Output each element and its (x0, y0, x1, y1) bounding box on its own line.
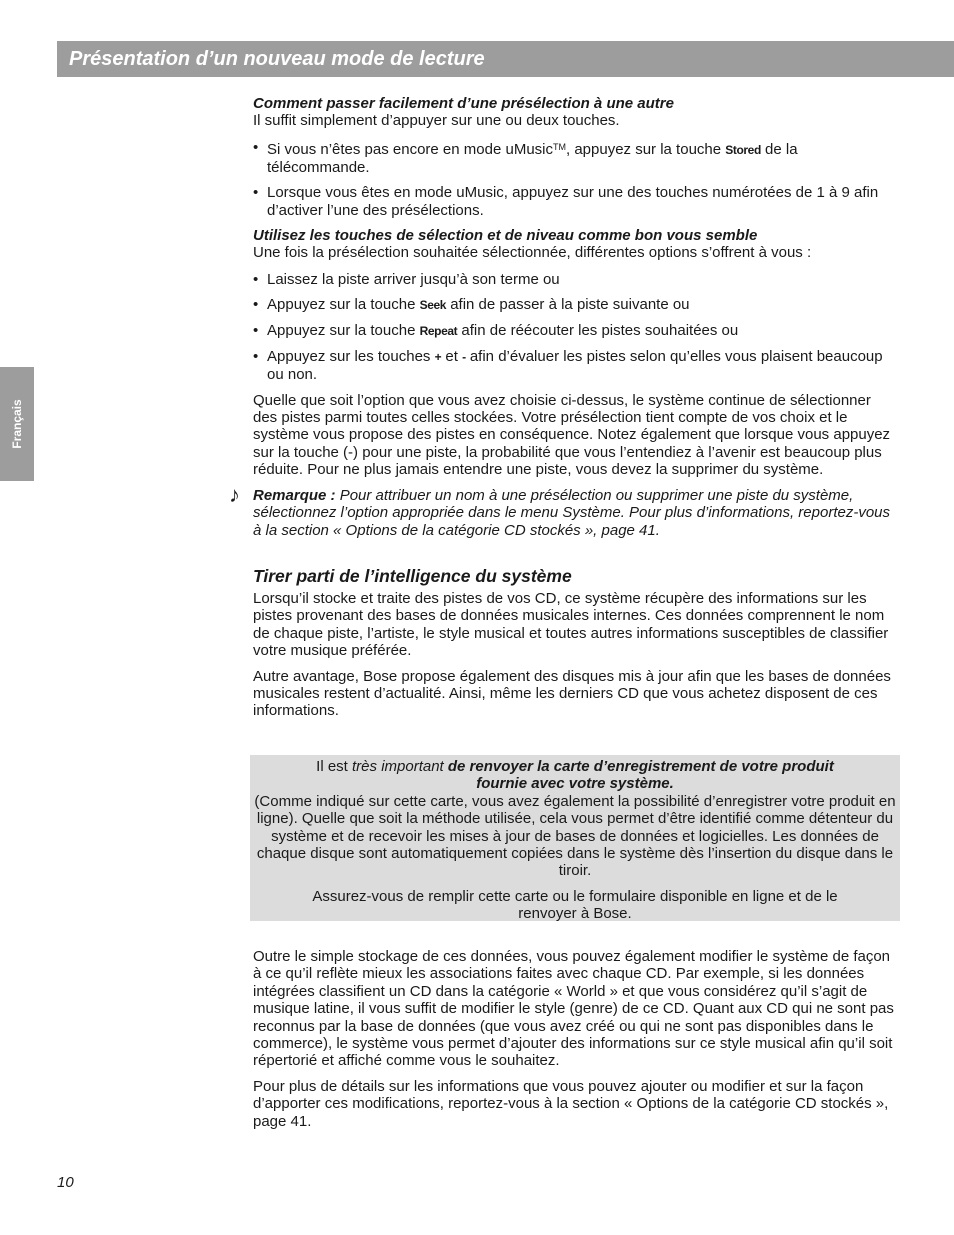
text-run: afin de passer à la piste suivante ou (446, 295, 690, 313)
page-number: 10 (57, 1174, 74, 1191)
note-block (229, 481, 898, 539)
list-item: • Lorsque vous êtes en mode uMusic, appuyez sur une des touches numérotées de 1 à 9 afin d’activer l’une des présélections. (253, 184, 898, 219)
language-side-tab (0, 367, 34, 481)
registration-notice-box (250, 755, 900, 921)
repeat-key-label: Repeat (419, 323, 458, 338)
plus-key-label: + (434, 349, 442, 364)
bold-text: de renvoyer la carte d’enregistrement de votre produit fournie avec votre système. (443, 758, 834, 793)
emphasis-text: très important (352, 758, 444, 775)
bullet-list (253, 271, 898, 384)
text-run: afin d’évaluer les pistes selon qu’elles vous plaisent beaucoup ou non. (267, 347, 883, 384)
note-text: Pour attribuer un nom à une présélection ou supprimer une piste du système, sélectionnez l’option appropriée dans le menu Système. Pour plus d’informations, reportez-vous à la section « Options de la catégorie CD stockés », page 41. (253, 486, 891, 539)
minus-key-label: - (462, 349, 466, 364)
page-title: Présentation d’un nouveau mode de lecture (69, 48, 485, 70)
list-item (253, 296, 898, 314)
language-tab-label: Français (10, 399, 24, 449)
section-intro: Une fois la présélection souhaitée sélectionnée, différentes options s’offrent à vous : (253, 244, 812, 262)
text-run: Appuyez sur la touche (267, 321, 420, 339)
stored-key-label: Stored (725, 142, 761, 157)
body-paragraph: Quelle que soit l’option que vous avez choisie ci-dessus, le système continue de sélectionner des pistes parmi toutes celles stockées. Votre présélection tient compte de vos choix et le système vous propose des pistes en conséquence. Notez également que lorsque vous appuyez sur la touche (-) pour une piste, la probabilité que vous l’entendiez à l’avenir est beaucoup plus réduite. Pour ne plus jamais entendre une piste, vous devez la supprimer du système. (253, 391, 891, 479)
body-paragraph: Autre avantage, Bose propose également des disques mis à jour afin que les bases de données musicales restent d’actualité. Ainsi, même les derniers CD que vous achetez disposent de ces informations. (253, 667, 891, 720)
page-header-bar (57, 41, 954, 77)
section-heading-intelligence: Tirer parti de l’intelligence du système (253, 565, 572, 586)
list-item (253, 348, 898, 384)
text-run: de la télécommande. (267, 140, 798, 177)
list-item (253, 322, 898, 340)
notice-closing: Assurez-vous de remplir cette carte ou le formulaire disponible en ligne et de le renvoyer à Bose. (312, 887, 838, 923)
list-item (253, 139, 898, 177)
bullet-list (253, 139, 898, 219)
note-label: Remarque : (253, 486, 336, 504)
text-run: Appuyez sur les touches (267, 347, 435, 365)
text-run: afin de réécouter les pistes souhaitées ou (457, 321, 739, 339)
music-note-icon: ♪ (229, 481, 240, 507)
trademark-mark: TM (553, 141, 566, 152)
body-paragraph: Pour plus de détails sur les informations que vous pouvez ajouter ou modifier et sur la façon d’apporter ces modifications, reportez-vous à la section « Options de la catégorie CD stockés », page 41. (253, 1077, 889, 1130)
section-intro: Il suffit simplement d’appuyer sur une ou deux touches. (253, 112, 620, 130)
body-paragraph: Lorsqu’il stocke et traite des pistes de vos CD, ce système récupère des informations sur les pistes provenant des bases de données musicales internes. Ces données comprennent le nom de chaque piste, l’artiste, le style musical et toutes autres informations susceptibles de classifier votre musique préférée. (253, 589, 889, 660)
body-paragraph: Outre le simple stockage de ces données, vous pouvez également modifier le système de façon à ce qu’il reflète mieux les associations faites avec chaque CD. Par exemple, si les données intégrées classifient un CD dans la catégorie « World » et que vous considérez qu’il s’agit de musique latine, il vous suffit de modifier le style (genre) de ce CD. Quant aux CD qui ne sont pas reconnus par la base de données (que vous avez créé ou qui ne sont pas disponibles dans le commerce), le système vous permet d’ajouter des informations sur ce style musical afin qu’il soit répertorié et affiché comme vous le souhaitez. (253, 948, 894, 1070)
secondary-content (253, 948, 898, 1130)
main-content (229, 95, 898, 720)
section-heading-preset-switch: Comment passer facilement d’une présélection à une autre (253, 95, 674, 112)
text-run: , appuyez sur la touche (566, 140, 726, 158)
section-heading-selection-keys: Utilisez les touches de sélection et de niveau comme bon vous semble (253, 227, 758, 245)
text-run: Il est (316, 758, 353, 775)
text-run: Appuyez sur la touche (267, 295, 420, 313)
notice-headline (254, 758, 896, 793)
seek-key-label: Seek (419, 297, 447, 312)
list-item: • Laissez la piste arriver jusqu’à son terme ou (253, 271, 898, 288)
notice-paragraph: (Comme indiqué sur cette carte, vous avez également la possibilité d’enregistrer votre produit en ligne). Quelle que soit la méthode utilisée, cela vous permet d’être identifié comme détenteur du système et de recevoir les mises à jour de bases de données et logicielles. Les données de chaque disque sont automatiquement copiées dans le système dès l’insertion du disque dans le tiroir. (254, 792, 896, 880)
text-run: Si vous n’êtes pas encore en mode uMusic (267, 140, 553, 158)
text-run: et (441, 347, 463, 365)
